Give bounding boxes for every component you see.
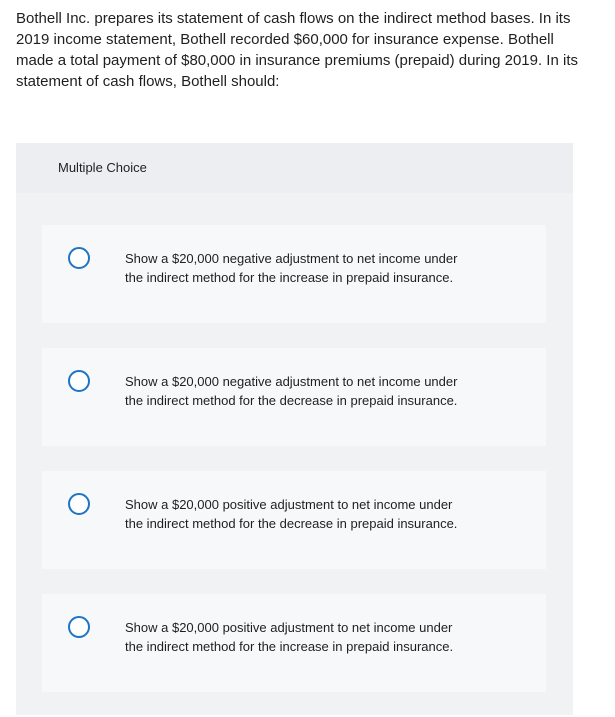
answer-option-4[interactable] [42,594,546,692]
multiple-choice-header [16,143,573,193]
radio-button-icon[interactable] [68,616,90,638]
answer-option-2[interactable] [42,348,546,446]
question-text: Bothell Inc. prepares its statement of cash flows on the indirect method bases. In its 2019 income statement, Bothell recorded $60,000 for insurance expense. Bothell made a total payment of $80,000 in insurance premiums (prepaid) during 2019. In its statement of cash flows, Bothell should: [16,10,578,90]
answer-option-3[interactable] [42,471,546,569]
answer-option-label: Show a $20,000 negative adjustment to net income under the indirect method for the decrease in prepaid insurance. [125,374,458,408]
multiple-choice-panel [16,143,573,715]
radio-button-icon[interactable] [68,247,90,269]
multiple-choice-label: Multiple Choice [58,160,147,175]
radio-button-icon[interactable] [68,370,90,392]
answer-options [42,225,546,717]
radio-button-icon[interactable] [68,493,90,515]
answer-option-label: Show a $20,000 positive adjustment to net income under the indirect method for the increase in prepaid insurance. [125,620,454,654]
answer-option-1[interactable] [42,225,546,323]
answer-option-label: Show a $20,000 positive adjustment to net income under the indirect method for the decrease in prepaid insurance. [125,497,458,531]
answer-option-label: Show a $20,000 negative adjustment to net income under the indirect method for the increase in prepaid insurance. [125,251,458,285]
